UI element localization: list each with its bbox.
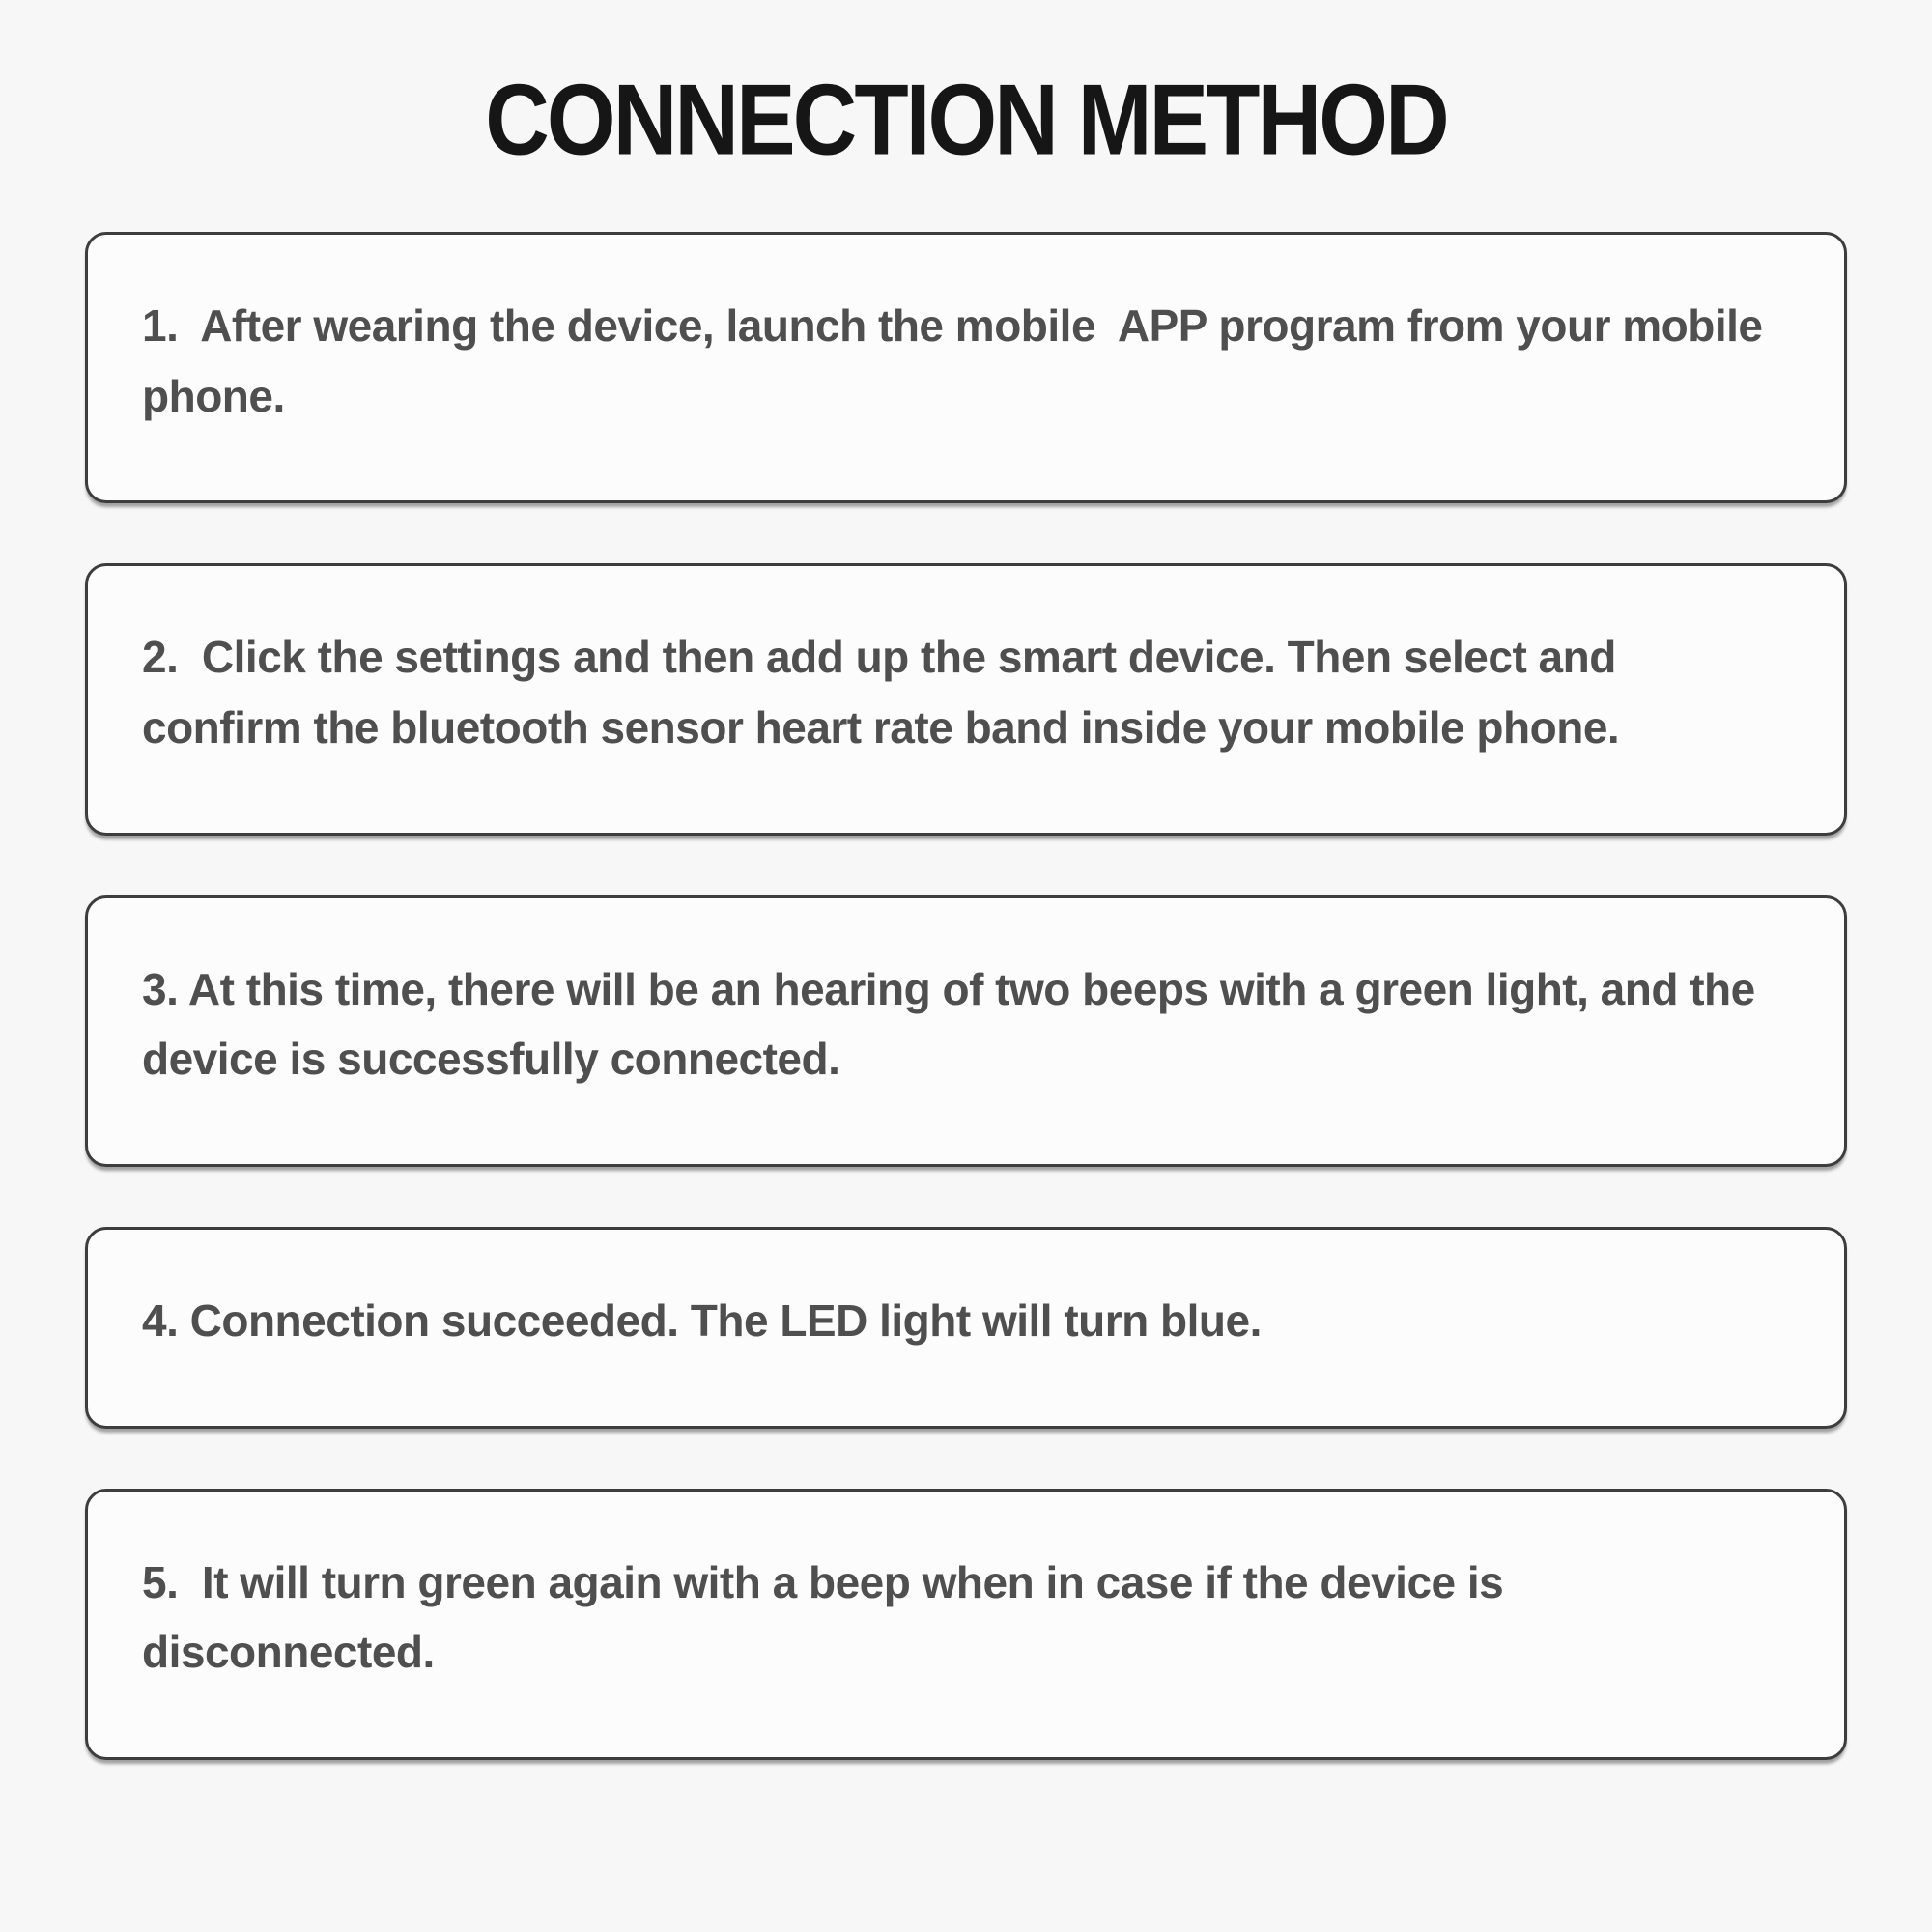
step-text-4: 4. Connection succeeded. The LED light will turn blue. bbox=[142, 1295, 1262, 1347]
instruction-step-box-3 bbox=[85, 895, 1847, 1167]
instruction-step-box-4 bbox=[85, 1227, 1847, 1429]
step-text-2: 2. Click the settings and then add up the smart device. Then select and confirm the bluetooth sensor heart rate band inside your mobile phone. bbox=[142, 632, 1629, 753]
page-title: CONNECTION METHOD bbox=[485, 64, 1447, 177]
instruction-step-box-5 bbox=[85, 1489, 1847, 1760]
step-text-1: 1. After wearing the device, launch the mobile APP program from your mobile phone. bbox=[142, 300, 1775, 421]
instruction-list bbox=[85, 232, 1847, 1760]
step-text-5: 5. It will turn green again with a beep when in case if the device is disconnected. bbox=[142, 1556, 1516, 1678]
instruction-step-box-2 bbox=[85, 563, 1847, 835]
instruction-step-box-1 bbox=[85, 232, 1847, 503]
step-text-3: 3. At this time, there will be an hearing of two beeps with a green light, and the device is successfully connected. bbox=[142, 963, 1768, 1085]
